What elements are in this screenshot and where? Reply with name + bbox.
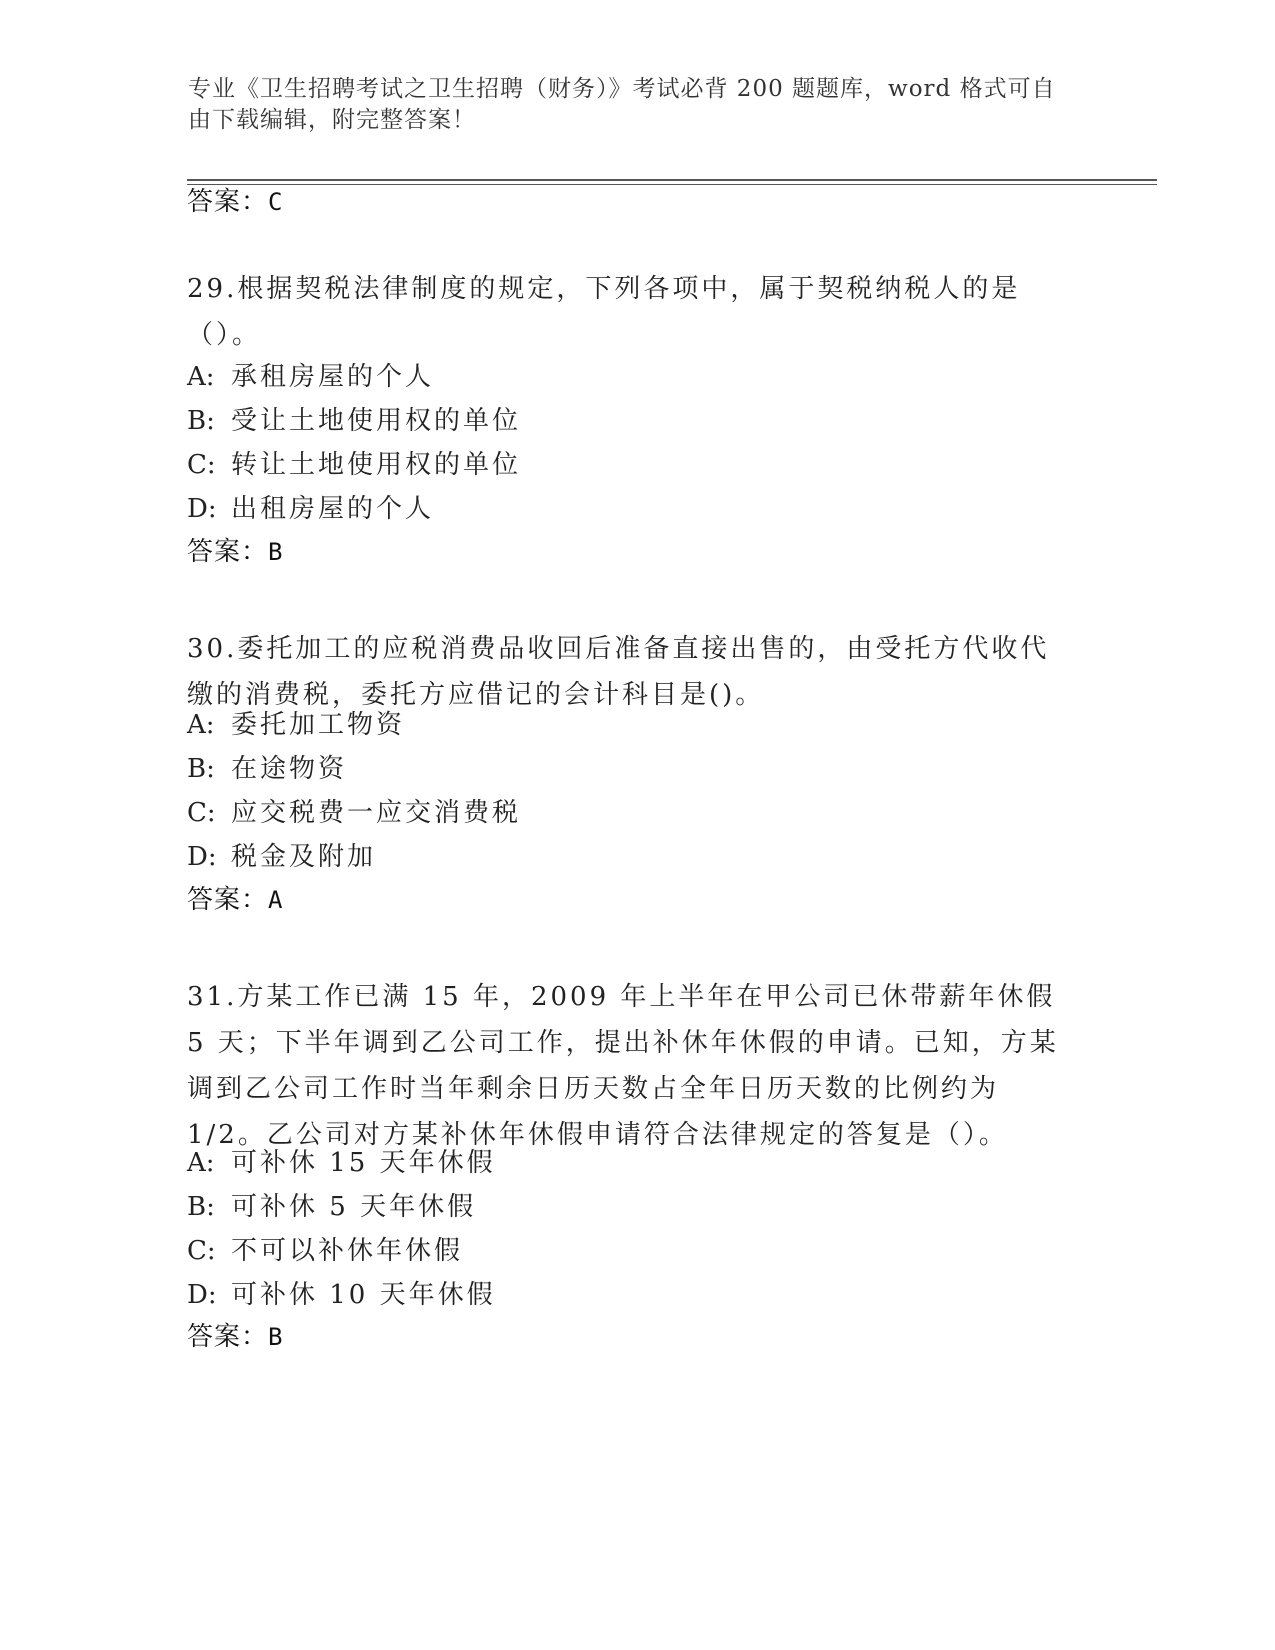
question-30-stem: 30.委托加工的应税消费品收回后准备直接出售的，由受托方代收代缴的消费税，委托方应借记的会计科目是()。 — [187, 634, 1050, 710]
option-letter: B: — [187, 754, 215, 784]
option-text: 出租房屋的个人 — [231, 494, 435, 524]
answer-value: A — [268, 886, 284, 914]
option-text: 税金及附加 — [231, 842, 377, 872]
option-letter: D: — [187, 494, 217, 524]
option-text: 可补休 5 天年休假 — [231, 1192, 477, 1222]
option-text: 转让土地使用权的单位 — [231, 450, 522, 480]
option-letter: C: — [187, 798, 216, 828]
answer-q28 — [187, 187, 283, 217]
answer-value: B — [268, 1323, 284, 1351]
question-31-option-c — [187, 1236, 463, 1266]
document-header: 专业《卫生招聘考试之卫生招聘（财务）》考试必背 200 题题库，word 格式可自由下载编辑，附完整答案！ — [188, 76, 1056, 133]
answer-label: 答案： — [187, 1322, 269, 1352]
option-text: 应交税费一应交消费税 — [231, 798, 522, 828]
option-text: 委托加工物资 — [231, 710, 406, 740]
option-letter: C: — [187, 1236, 216, 1266]
option-letter: A: — [187, 710, 215, 740]
option-text: 承租房屋的个人 — [231, 362, 435, 392]
option-letter: D: — [187, 1280, 217, 1310]
answer-label: 答案： — [187, 885, 269, 915]
option-letter: A: — [187, 362, 215, 392]
question-30-option-d — [187, 842, 376, 872]
option-text: 受让土地使用权的单位 — [231, 406, 522, 436]
answer-label: 答案： — [187, 537, 269, 567]
question-31-option-b — [187, 1192, 476, 1222]
answer-value: C — [268, 188, 284, 216]
question-29-option-d — [187, 494, 434, 524]
answer-q30 — [187, 885, 283, 915]
option-letter: D: — [187, 842, 217, 872]
question-31-option-a — [187, 1148, 496, 1178]
question-30-option-b — [187, 754, 347, 784]
header-divider — [187, 179, 1157, 185]
option-text: 可补休 15 天年休假 — [231, 1148, 496, 1178]
option-letter: B: — [187, 1192, 215, 1222]
option-letter: B: — [187, 406, 215, 436]
answer-q31 — [187, 1322, 283, 1352]
option-text: 可补休 10 天年休假 — [231, 1280, 496, 1310]
question-29-stem: 29.根据契税法律制度的规定，下列各项中，属于契税纳税人的是（）。 — [187, 274, 1021, 350]
question-30-option-c — [187, 798, 521, 828]
answer-label: 答案： — [187, 187, 269, 217]
option-text: 在途物资 — [231, 754, 348, 784]
question-29-option-a — [187, 362, 434, 392]
option-letter: C: — [187, 450, 216, 480]
option-text: 不可以补休年休假 — [231, 1236, 464, 1266]
answer-value: B — [268, 538, 284, 566]
question-31-option-d — [187, 1280, 496, 1310]
question-29-option-c — [187, 450, 521, 480]
answer-q29 — [187, 537, 283, 567]
question-29-option-b — [187, 406, 521, 436]
question-30-option-a — [187, 710, 405, 740]
question-31-stem: 31.方某工作已满 15 年，2009 年上半年在甲公司已休带薪年休假 5 天；下半年调到乙公司工作，提出补休年休假的申请。已知，方某调到乙公司工作时当年剩余日历天数占全年日历天数的比例约为 1/2。乙公司对方某补休年休假申请符合法律规定的答复是（）。 — [187, 982, 1059, 1150]
option-letter: A: — [187, 1148, 215, 1178]
